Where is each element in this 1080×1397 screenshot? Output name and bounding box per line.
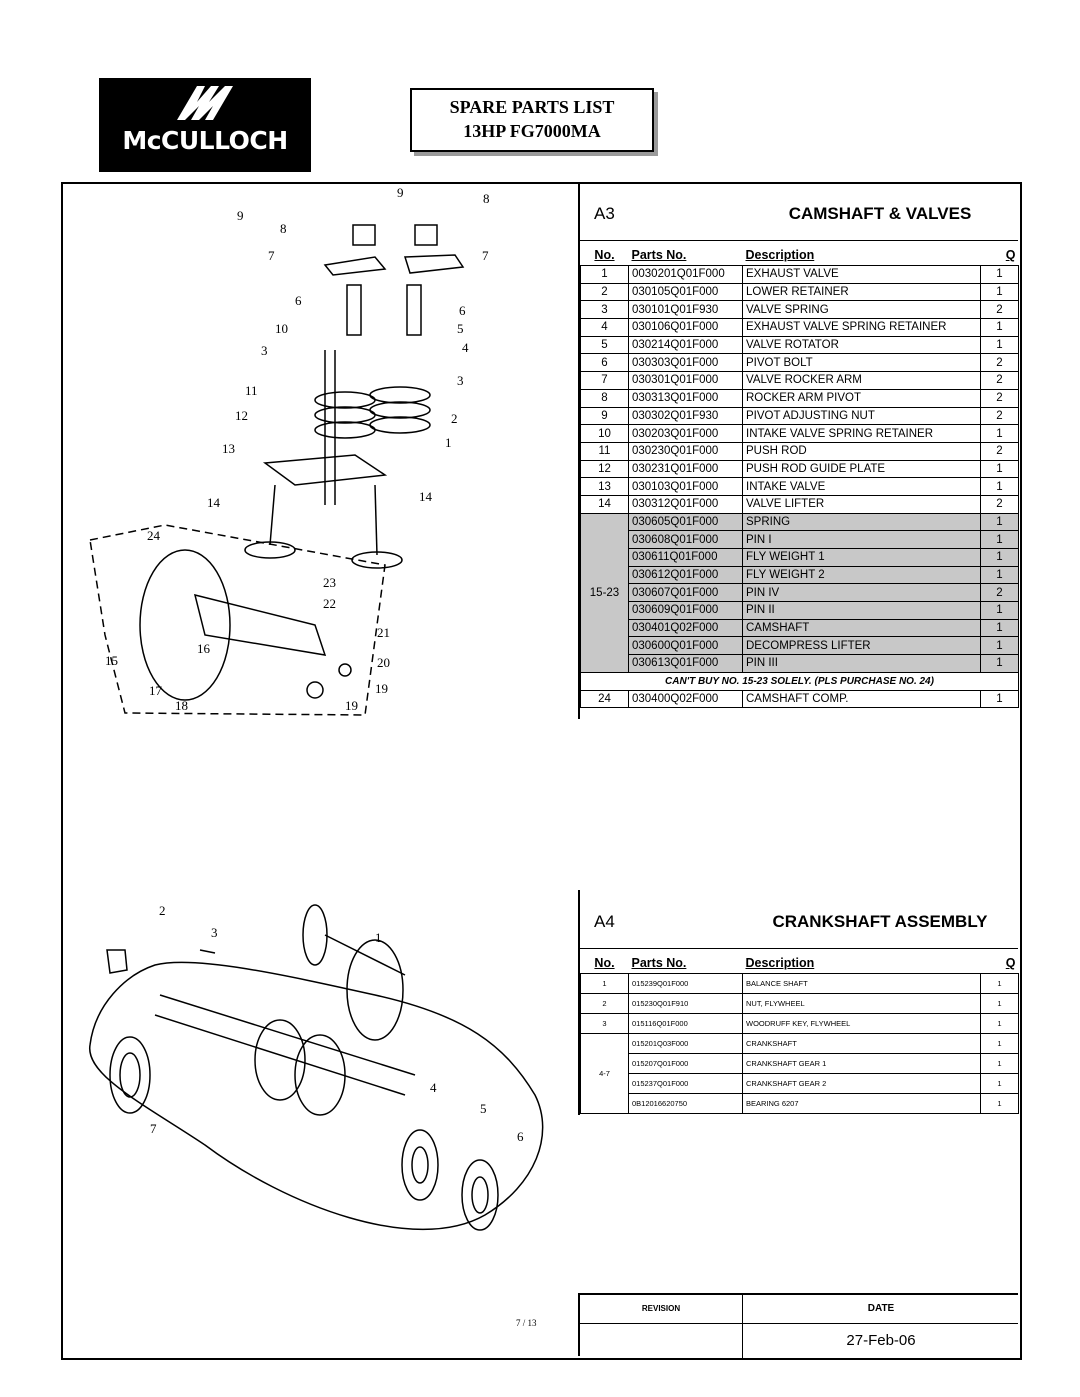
cell-description: SPRING [743, 513, 981, 531]
cell-q: 1 [981, 319, 1019, 337]
revision-label: REVISION [641, 1304, 681, 1313]
table-row [581, 602, 1019, 620]
section-crankshaft-assembly [580, 892, 1018, 1114]
cell-no: 6 [581, 354, 629, 372]
cell-parts-no: 015207Q01F000 [629, 1054, 743, 1074]
cell-q: 1 [981, 425, 1019, 443]
svg-text:17: 17 [149, 683, 162, 698]
svg-text:4: 4 [430, 1080, 437, 1095]
diagram-labels [150, 903, 524, 1144]
cell-q: 2 [981, 354, 1019, 372]
cell-description: PIN II [743, 602, 981, 620]
cell-description: CRANKSHAFT [743, 1034, 981, 1054]
cell-parts-no: 0B12016620750 [629, 1094, 743, 1114]
section-title: CRANKSHAFT ASSEMBLY [772, 912, 988, 931]
table-row [581, 301, 1019, 319]
section-camshaft-valves [580, 184, 1018, 708]
cell-q: 1 [981, 1034, 1019, 1054]
cell-q: 2 [981, 407, 1019, 425]
cell-parts-no: 0030201Q01F000 [629, 266, 743, 284]
svg-text:16: 16 [197, 641, 210, 656]
svg-text:14: 14 [207, 495, 220, 510]
cell-no: 14 [581, 495, 629, 513]
cell-description: EXHAUST VALVE SPRING RETAINER [743, 319, 981, 337]
cell-parts-no: 030613Q01F000 [629, 655, 743, 673]
table-row [581, 1054, 1019, 1074]
cell-parts-no: 030103Q01F000 [629, 478, 743, 496]
cell-no: 10 [581, 425, 629, 443]
svg-text:15: 15 [105, 653, 118, 668]
cell-q: 2 [981, 495, 1019, 513]
cell-description: WOODRUFF KEY, FLYWHEEL [743, 1014, 981, 1034]
cell-description: ROCKER ARM PIVOT [743, 389, 981, 407]
cell-parts-no: 015239Q01F000 [629, 974, 743, 994]
svg-text:21: 21 [377, 625, 390, 640]
table-row [581, 425, 1019, 443]
cell-parts-no: 030106Q01F000 [629, 319, 743, 337]
table-row [581, 994, 1019, 1014]
table-note-row [581, 672, 1019, 690]
table-row [581, 495, 1019, 513]
cell-description: CAMSHAFT [743, 619, 981, 637]
svg-text:14: 14 [419, 489, 432, 504]
table-row [581, 566, 1019, 584]
cell-q: 1 [981, 1094, 1019, 1114]
logo-wordmark: McCULLOCH [122, 126, 288, 155]
table-row [581, 655, 1019, 673]
parts-table [580, 245, 1019, 708]
cell-q: 1 [981, 336, 1019, 354]
table-row [581, 460, 1019, 478]
svg-text:1: 1 [375, 930, 382, 945]
table-row [581, 549, 1019, 567]
cell-q: 2 [981, 442, 1019, 460]
cell-no: 3 [581, 1014, 629, 1034]
cell-parts-no: 030302Q01F930 [629, 407, 743, 425]
svg-text:7: 7 [268, 248, 275, 263]
table-header [581, 953, 1019, 974]
cell-q: 1 [981, 531, 1019, 549]
table-row [581, 531, 1019, 549]
cell-no: 2 [581, 283, 629, 301]
cell-description: PIVOT BOLT [743, 354, 981, 372]
cell-parts-no: 015237Q01F000 [629, 1074, 743, 1094]
cell-q: 1 [981, 637, 1019, 655]
date-value: 27-Feb-06 [742, 1323, 1019, 1358]
svg-text:18: 18 [175, 698, 188, 713]
table-row [581, 319, 1019, 337]
cell-no: 24 [581, 690, 629, 708]
camshaft-valves-diagram [85, 185, 490, 720]
svg-text:3: 3 [261, 343, 268, 358]
cell-parts-no: 030214Q01F000 [629, 336, 743, 354]
cell-parts-no: 030231Q01F000 [629, 460, 743, 478]
cell-no: 12 [581, 460, 629, 478]
mcculloch-logo [99, 78, 311, 172]
svg-text:4: 4 [462, 340, 469, 355]
table-row [581, 1014, 1019, 1034]
svg-text:3: 3 [457, 373, 464, 388]
cell-description: BALANCE SHAFT [743, 974, 981, 994]
table-row [581, 336, 1019, 354]
svg-text:13: 13 [222, 441, 235, 456]
cell-parts-no: 030605Q01F000 [629, 513, 743, 531]
cell-description: CRANKSHAFT GEAR 2 [743, 1074, 981, 1094]
cell-description: PIVOT ADJUSTING NUT [743, 407, 981, 425]
cell-q: 1 [981, 974, 1019, 994]
purchase-note: CAN'T BUY NO. 15-23 SOLELY. (PLS PURCHASE NO. 24) [581, 672, 1019, 690]
cell-parts-no: 015116Q01F000 [629, 1014, 743, 1034]
cell-description: PIN I [743, 531, 981, 549]
table-row [581, 1094, 1019, 1114]
cell-q: 1 [981, 283, 1019, 301]
table-row [581, 690, 1019, 708]
svg-text:5: 5 [480, 1101, 487, 1116]
title-line-2: 13HP FG7000MA [463, 121, 601, 141]
svg-text:9: 9 [237, 208, 244, 223]
cell-description: EXHAUST VALVE [743, 266, 981, 284]
cell-parts-no: 030400Q02F000 [629, 690, 743, 708]
cell-q: 2 [981, 584, 1019, 602]
cell-no: 3 [581, 301, 629, 319]
cell-no: 9 [581, 407, 629, 425]
col-no: No. [594, 956, 615, 970]
cell-no: 2 [581, 994, 629, 1014]
cell-q: 1 [981, 266, 1019, 284]
table-row [581, 407, 1019, 425]
svg-text:7: 7 [482, 248, 489, 263]
cell-description: FLY WEIGHT 2 [743, 566, 981, 584]
crankshaft-assembly-diagram [85, 895, 555, 1245]
document-title [410, 88, 654, 152]
table-row [581, 974, 1019, 994]
cell-q: 2 [981, 372, 1019, 390]
table-row [581, 1074, 1019, 1094]
svg-text:10: 10 [275, 321, 288, 336]
table-header [581, 245, 1019, 266]
section-title: CAMSHAFT & VALVES [788, 204, 972, 223]
cell-q: 1 [981, 994, 1019, 1014]
cell-parts-no: 030608Q01F000 [629, 531, 743, 549]
table-row [581, 442, 1019, 460]
title-line-1: SPARE PARTS LIST [449, 97, 615, 117]
cell-description: PIN IV [743, 584, 981, 602]
cell-description: FLY WEIGHT 1 [743, 549, 981, 567]
diagram-labels [105, 185, 490, 713]
svg-text:11: 11 [245, 383, 258, 398]
cell-parts-no: 015201Q03F000 [629, 1034, 743, 1054]
cell-parts-no: 030312Q01F000 [629, 495, 743, 513]
table-row [581, 584, 1019, 602]
table-row [581, 354, 1019, 372]
cell-parts-no: 030301Q01F000 [629, 372, 743, 390]
cell-parts-no: 015230Q01F910 [629, 994, 743, 1014]
cell-description: INTAKE VALVE [743, 478, 981, 496]
cell-description: LOWER RETAINER [743, 283, 981, 301]
svg-text:23: 23 [323, 575, 336, 590]
cell-parts-no: 030611Q01F000 [629, 549, 743, 567]
table-row [581, 619, 1019, 637]
cell-q: 1 [981, 619, 1019, 637]
cell-no: 1 [581, 266, 629, 284]
svg-text:9: 9 [397, 185, 404, 200]
cell-description: VALVE LIFTER [743, 495, 981, 513]
cell-parts-no: 030401Q02F000 [629, 619, 743, 637]
cell-description: PUSH ROD [743, 442, 981, 460]
col-parts-no: Parts No. [631, 248, 687, 262]
col-no: No. [594, 248, 615, 262]
svg-text:7: 7 [150, 1121, 157, 1136]
cell-no: 4 [581, 319, 629, 337]
cell-parts-no: 030105Q01F000 [629, 283, 743, 301]
table-row [581, 1034, 1019, 1054]
cell-description: DECOMPRESS LIFTER [743, 637, 981, 655]
page-number: 7 / 13 [516, 1318, 537, 1328]
table-row [581, 372, 1019, 390]
svg-text:6: 6 [459, 303, 466, 318]
cell-parts-no: 030612Q01F000 [629, 566, 743, 584]
svg-text:19: 19 [345, 698, 358, 713]
cell-no: 7 [581, 372, 629, 390]
cell-description: VALVE ROTATOR [743, 336, 981, 354]
cell-no: 13 [581, 478, 629, 496]
cell-parts-no: 030203Q01F000 [629, 425, 743, 443]
cell-q: 1 [981, 460, 1019, 478]
svg-text:5: 5 [457, 321, 464, 336]
cell-q: 1 [981, 566, 1019, 584]
svg-text:6: 6 [517, 1129, 524, 1144]
section-code: A3 [594, 204, 615, 223]
cell-q: 1 [981, 1054, 1019, 1074]
table-row [581, 478, 1019, 496]
col-parts-no: Parts No. [631, 956, 687, 970]
cell-description: CRANKSHAFT GEAR 1 [743, 1054, 981, 1074]
svg-text:24: 24 [147, 528, 160, 543]
svg-text:1: 1 [445, 435, 452, 450]
cell-description: VALVE ROCKER ARM [743, 372, 981, 390]
cell-parts-no: 030313Q01F000 [629, 389, 743, 407]
svg-text:2: 2 [159, 903, 166, 918]
col-description: Description [745, 956, 815, 970]
cell-q: 2 [981, 301, 1019, 319]
cell-description: PUSH ROD GUIDE PLATE [743, 460, 981, 478]
section-header [580, 892, 1018, 949]
cell-no: 8 [581, 389, 629, 407]
table-row [581, 283, 1019, 301]
revision-box [580, 1293, 1018, 1358]
parts-table [580, 953, 1019, 1114]
cell-description: PIN III [743, 655, 981, 673]
section-code: A4 [594, 912, 615, 931]
section-header [580, 184, 1018, 241]
cell-q: 2 [981, 389, 1019, 407]
cell-q: 1 [981, 655, 1019, 673]
col-q: Q [1005, 956, 1016, 970]
table-row [581, 637, 1019, 655]
table-row [581, 513, 1019, 531]
cell-parts-no: 030609Q01F000 [629, 602, 743, 620]
cell-q: 1 [981, 513, 1019, 531]
cell-q: 1 [981, 478, 1019, 496]
date-label: DATE [742, 1295, 1019, 1323]
col-description: Description [745, 248, 815, 262]
cell-parts-no: 030230Q01F000 [629, 442, 743, 460]
svg-text:12: 12 [235, 408, 248, 423]
cell-q: 1 [981, 690, 1019, 708]
cell-no: 1 [581, 974, 629, 994]
svg-text:8: 8 [280, 221, 287, 236]
svg-text:8: 8 [483, 191, 490, 206]
cell-parts-no: 030101Q01F930 [629, 301, 743, 319]
cell-description: BEARING 6207 [743, 1094, 981, 1114]
svg-text:6: 6 [295, 293, 302, 308]
cell-description: INTAKE VALVE SPRING RETAINER [743, 425, 981, 443]
cell-group-no: 15-23 [581, 513, 629, 672]
svg-text:3: 3 [211, 925, 218, 940]
cell-description: CAMSHAFT COMP. [743, 690, 981, 708]
cell-parts-no: 030303Q01F000 [629, 354, 743, 372]
cell-no: 11 [581, 442, 629, 460]
table-row [581, 266, 1019, 284]
svg-text:22: 22 [323, 596, 336, 611]
cell-parts-no: 030600Q01F000 [629, 637, 743, 655]
cell-q: 1 [981, 602, 1019, 620]
cell-no: 5 [581, 336, 629, 354]
cell-description: VALVE SPRING [743, 301, 981, 319]
svg-text:2: 2 [451, 411, 458, 426]
cell-q: 1 [981, 1014, 1019, 1034]
cell-parts-no: 030607Q01F000 [629, 584, 743, 602]
table-row [581, 389, 1019, 407]
cell-group-no: 4-7 [581, 1034, 629, 1114]
cell-q: 1 [981, 1074, 1019, 1094]
svg-text:19: 19 [375, 681, 388, 696]
col-q: Q [1005, 248, 1016, 262]
svg-text:20: 20 [377, 655, 390, 670]
cell-q: 1 [981, 549, 1019, 567]
cell-description: NUT, FLYWHEEL [743, 994, 981, 1014]
